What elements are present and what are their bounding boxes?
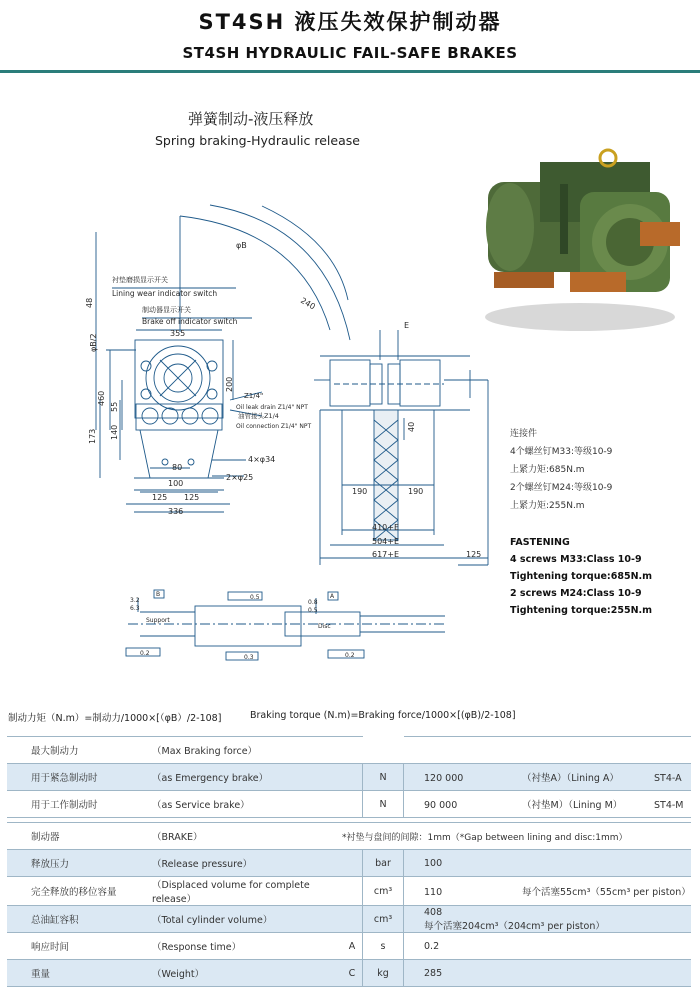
row-value <box>404 933 692 960</box>
row-unit: N <box>363 791 404 818</box>
row-mark <box>342 791 363 818</box>
row-label-en: （Displaced volume for complete release） <box>126 877 342 906</box>
row-value <box>404 764 692 791</box>
formula-cn: 制动力矩（N.m）=制动力/1000×[（φB）/2-108] <box>8 713 222 724</box>
formula-en: Braking torque (N.m)=Braking force/1000×[(φB)/2-108] <box>250 710 516 721</box>
brake-off-cn: 制动器显示开关 <box>142 306 191 314</box>
fastening-cn-line1: 4个螺丝钉M33:等级10-9 <box>510 447 613 457</box>
table-row <box>7 850 691 877</box>
value-text: 120 000 <box>424 773 464 784</box>
row-label-cn: 响应时间 <box>7 933 126 960</box>
row-value <box>404 791 692 818</box>
value-text: 0.2 <box>424 940 440 952</box>
per-piston-text: 每个活塞204cm³（204cm³ per piston） <box>424 920 605 932</box>
fastening-cn-line4: 上紧力矩:255N.m <box>510 501 585 511</box>
model-text: ST4-A <box>654 773 682 784</box>
lining-text: （衬垫M）（Lining M） <box>522 800 623 811</box>
dim-phi-b-half: φB/2 <box>89 333 98 352</box>
section-subtitle-cn: 弹簧制动-液压释放 <box>188 110 314 128</box>
label-holes-2: 2×φ25 <box>226 473 254 482</box>
table-row <box>7 791 691 818</box>
row-label-en: （as Service brake） <box>126 791 342 818</box>
braking-force-table <box>7 736 691 818</box>
value-text: 408 <box>424 906 443 918</box>
label-holes-4: 4×φ34 <box>248 455 276 464</box>
dim-240: 240 <box>299 295 317 312</box>
row-label-cn: 重量 <box>7 960 126 987</box>
row-value <box>404 960 692 987</box>
row-value <box>404 850 692 877</box>
tol-0-5: 0.5 <box>308 607 318 614</box>
brake-off-en: Brake off indicator switch <box>142 317 238 326</box>
product-photo <box>470 122 692 342</box>
table-row <box>7 737 691 764</box>
dim-125-right: 125 <box>184 493 200 502</box>
table-row <box>7 933 691 960</box>
row-label-cn: 完全释放的移位容量 <box>7 877 126 906</box>
fastening-en <box>510 534 652 619</box>
label-oil-conn-cn: 油管接头Z1/4 <box>238 412 279 420</box>
dim-80: 80 <box>172 463 183 472</box>
row-label-cn: 总油缸容积 <box>7 906 126 933</box>
label-oil-conn-en: Oil connection Z1/4" NPT <box>236 423 312 430</box>
dim-173: 173 <box>88 428 97 444</box>
page-title-cn: ST4SH 液压失效保护制动器 <box>198 10 502 34</box>
dim-190-right: 190 <box>408 487 424 496</box>
fastening-en-line4: Tightening torque:255N.m <box>510 605 653 616</box>
dim-460: 460 <box>97 390 106 406</box>
tol-box-bottom-left: 0.2 <box>140 650 150 657</box>
row-label-cn: 最大制动力 <box>7 737 126 764</box>
tolerance-view <box>126 590 445 660</box>
dim-190-left: 190 <box>352 487 368 496</box>
tol-box-bottom-mid: 0.3 <box>244 654 254 661</box>
tol-box-bottom-right: 0.2 <box>345 652 355 659</box>
wear-switch-cn: 衬垫磨损显示开关 <box>112 276 168 284</box>
dim-617e: 617+E <box>372 550 400 559</box>
per-piston-text: 每个活塞55cm³（55cm³ per piston） <box>522 887 691 898</box>
row-unit: kg <box>363 960 404 987</box>
fastening-en-line1: 4 screws M33:Class 10-9 <box>510 554 642 565</box>
fastening-en-line2: Tightening torque:685N.m <box>510 571 653 582</box>
tol-6-3: 6.3 <box>130 605 140 612</box>
fastening-cn <box>510 425 612 515</box>
row-label-cn: 制动器 <box>7 823 126 850</box>
fastening-cn-line3: 2个螺丝钉M24:等级10-9 <box>510 483 613 493</box>
dim-55: 55 <box>110 401 119 412</box>
table-row <box>7 823 691 850</box>
dim-e: E <box>404 321 410 330</box>
row-label-cn: 释放压力 <box>7 850 126 877</box>
front-view <box>96 205 350 512</box>
row-unit <box>363 737 404 764</box>
row-value <box>404 906 692 933</box>
row-mark <box>342 906 363 933</box>
label-z14: Z1/4" <box>244 392 264 400</box>
row-label-cn: 用于紧急制动时 <box>7 764 126 791</box>
row-label-en: （Weight） <box>126 960 342 987</box>
gap-note: *衬垫与盘间的间隙：1mm（*Gap between lining and disc:1mm） <box>342 823 691 850</box>
model-text: ST4-M <box>654 800 684 811</box>
dim-125-side: 125 <box>466 550 482 559</box>
dim-125-left: 125 <box>152 493 168 502</box>
row-unit: cm³ <box>363 906 404 933</box>
dim-140: 140 <box>110 424 119 440</box>
row-label-en: （Release pressure） <box>126 850 342 877</box>
tol-0-8: 0.8 <box>308 599 318 606</box>
row-unit: cm³ <box>363 877 404 906</box>
dim-200: 200 <box>225 376 234 392</box>
row-label-cn: 用于工作制动时 <box>7 791 126 818</box>
row-mark <box>342 850 363 877</box>
label-oil-drain: Oil leak drain Z1/4" NPT <box>236 404 308 411</box>
table-row <box>7 960 691 987</box>
tol-support: Support <box>146 617 170 624</box>
dim-410e: 410+E <box>372 523 400 532</box>
section-subtitle-en: Spring braking-Hydraulic release <box>155 133 360 148</box>
value-text: 90 000 <box>424 800 458 811</box>
table-row <box>7 764 691 791</box>
row-label-en: （as Emergency brake） <box>126 764 342 791</box>
table-row <box>7 877 691 906</box>
lining-text: （衬垫A）（Lining A） <box>522 773 619 784</box>
row-mark: C <box>342 960 363 987</box>
dim-phi-b: φB <box>236 241 247 250</box>
tol-box-top: 0.5 <box>250 594 260 601</box>
row-label-en: （Max Braking force） <box>126 737 342 764</box>
wear-switch-en: Lining wear indicator switch <box>112 289 218 298</box>
fastening-en-line3: 2 screws M24:Class 10-9 <box>510 588 642 599</box>
dim-40: 40 <box>407 421 416 432</box>
tol-disc: Disc <box>318 623 331 630</box>
dim-100: 100 <box>168 479 184 488</box>
row-unit: s <box>363 933 404 960</box>
value-text: 285 <box>424 967 443 979</box>
row-unit: bar <box>363 850 404 877</box>
dim-336: 336 <box>168 507 184 516</box>
row-unit: N <box>363 764 404 791</box>
brake-spec-table <box>7 822 691 987</box>
table-row <box>7 906 691 933</box>
fastening-cn-line2: 上紧力矩:685N.m <box>510 465 585 475</box>
row-mark <box>342 877 363 906</box>
fastening-en-heading: FASTENING <box>510 537 570 548</box>
row-label-en: （Total cylinder volume） <box>126 906 342 933</box>
row-mark: A <box>342 933 363 960</box>
dim-504e: 504+E <box>372 537 400 546</box>
row-value <box>404 737 692 764</box>
tol-3-2: 3.2 <box>130 597 140 604</box>
row-mark <box>342 764 363 791</box>
page-title-en: ST4SH HYDRAULIC FAIL-SAFE BRAKES <box>182 44 518 62</box>
tol-datum-b: B <box>156 591 161 598</box>
row-label-en: （BRAKE） <box>126 823 342 850</box>
row-label-en: （Response time） <box>126 933 342 960</box>
row-mark <box>342 737 363 764</box>
dim-355: 355 <box>170 329 186 338</box>
side-view <box>314 330 488 565</box>
row-value <box>404 877 692 906</box>
value-text: 110 <box>424 887 443 898</box>
value-text: 100 <box>424 857 443 869</box>
dim-48: 48 <box>85 297 94 308</box>
tol-datum-a: A <box>330 593 335 600</box>
fastening-cn-heading: 连接件 <box>510 429 538 439</box>
